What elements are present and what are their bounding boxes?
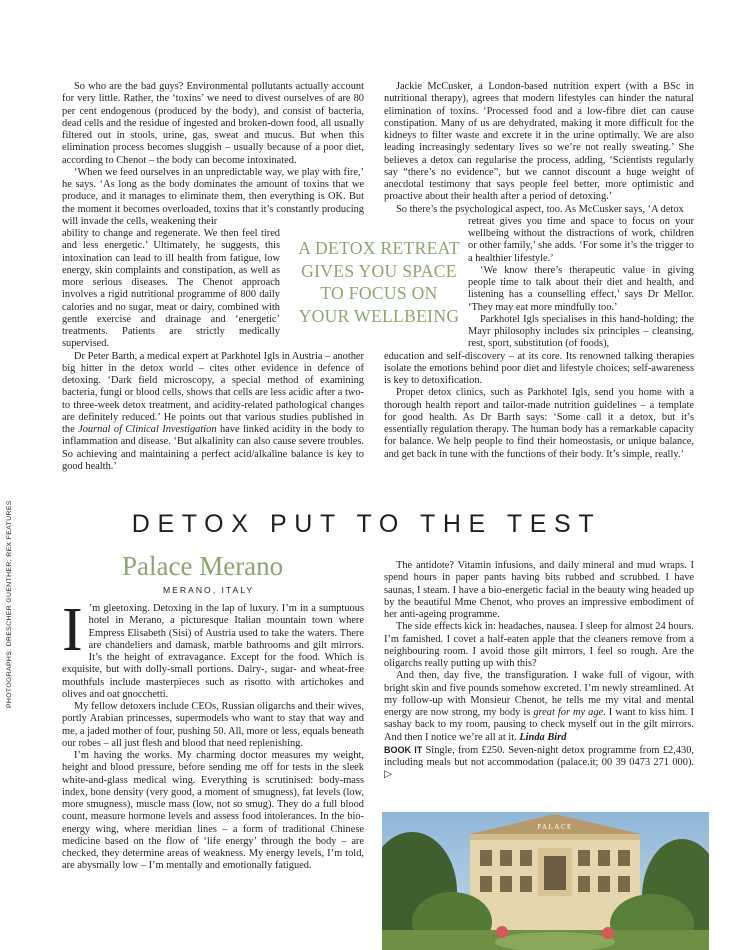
paragraph: The antidote? Vitamin infusions, and daily mineral and mud wraps. I spend hours in paper pants having bits rubbed and scrubbed. I have saunas, I steam. I have a bio-energetic facial in the beauty wing headed up by the beautiful Mme Chenot, who proves an impressive embodiment of her anti-ageing programme. <box>384 560 694 620</box>
paragraph: Dr Peter Barth, a medical expert at Parkhotel Igls in Austria – another big hitter in the detox world – cites other evidence in defence of detoxing. ‘Dark field microscopy, a special method of examining bacteria, fungi or blood cells, shows that cells are less acidic after a two- to three-week detox treatment, and acidity-related pathological changes are definitely reduced.’ He points out that various studies published in the Journal of Clinical Investigation have linked acidity in the body to inflammation and disease. ‘But alkalinity can also cause severe troubles. So achieving and maintaining a perfect acid/alkaline balance is key to good health.’ <box>62 350 365 472</box>
paragraph: ‘When we feed ourselves in an unpredictable way, we play with fire,’ he says. ‘As long as the body dominates the amount of toxins that we produce, and it manages to eliminate them, then everything is OK. But the moment it becomes overloaded, toxins that it’s constantly producing will invade the cells, weakening their <box>62 166 364 227</box>
byline: Linda Bird <box>519 731 567 743</box>
review-column-1 <box>62 596 364 873</box>
emphasis: great for my age <box>533 707 604 718</box>
paragraph: My fellow detoxers include CEOs, Russian oligarchs and their wives, portly Arabian princesses, supermodels who want to stay that way and me, a jaded mother of four, pushing 50. All, more or less, equals beneath our robes – all just flesh and blood that need replenishing. <box>62 701 364 749</box>
journal-title: Journal of Clinical Investigation <box>78 424 217 435</box>
paragraph: retreat gives you time and space to focus on your wellbeing without the distractions of work, children or other family,’ she adds. ‘For some it’s the trigger to a healthier lifestyle.’ <box>468 215 694 264</box>
paragraph: Proper detox clinics, such as Parkhotel Igls, send you home with a thorough health report and tailor-made nutrition guidelines – a template for good health. As Dr Barth says: ‘Some call it a detox, but it’s essentially regulation therapy. The human body has a remarkable capacity for balance. We help people to find their homeostasis, or unique balance, and get back in tune with the functions of their body. It’s simple, really.’ <box>384 387 694 460</box>
paragraph: ‘We know there’s therapeutic value in giving people time to talk about their diet and health, and listening has a counselling effect,’ says Dr Mellor. ‘They may eat more mindfully too.’ <box>468 264 694 313</box>
paragraph: Jackie McCusker, a London-based nutrition expert (with a BSc in nutritional therapy), agrees that modern lifestyles can hinder the natural elimination of toxins. ‘Processed food and a low-fibre diet can cause constipation. Many of us are dehydrated, making it more difficult for the kidneys to filter waste and excrete it in the urine optimally. We are also leading increasingly sedentary lives so we’re not really sweating.’ She believes a detox can regularise the process, adding, ‘Scientists regularly say “there’s no evidence”, but we cannot discount a huge weight of anecdotal testimony that says people feel better, more optimistic and proactive about their health after a period of detoxing.’ <box>384 81 694 203</box>
palace-sign: PALACE <box>537 823 573 831</box>
intro-column-2 <box>384 81 694 461</box>
paragraph: Parkhotel Igls specialises in this hand-holding; the Mayr philosophy includes six principles – cleansing, rest, sport, substitution (of foods), <box>468 313 694 350</box>
drop-cap: I <box>62 596 83 664</box>
paragraph: I’m having the works. My charming doctor measures my weight, height and blood pressure, before sending me off for tests in the sleek white-and-glass medical wing. Everything is scrutinised: body-mass index, bone density (very good, a moment of smugness), fat levels (low, more smugness), muscle mass (low, not so smug). They do a full blood count, measure hormone levels and assess food intolerances. In the bio-energy wing, where meridian lines – a form of traditional Chinese medicine based on the flow of ‘life energy’ through the body – are checked, they determine areas of weakness. My energy levels, I’m told, are abysmally low – I’m mentally and emotionally fatigued. <box>62 750 364 872</box>
section-headline: DETOX PUT TO THE TEST <box>131 510 602 538</box>
hotel-location: MERANO, ITALY <box>163 585 255 595</box>
paragraph: ability to change and regenerate. We then feel tired and less energetic.’ Ultimately, he suggests, this intoxination can lead to ill health from fatigue, low energy, skin complaints and constipation, as well as more serious diseases. The Chenot approach involves a rigid nutritional programme of 800 daily calories and no sugar, meat or dairy, combined with gentle exercise and drainage and ‘energetic’ treatments. Patients are strictly medically supervised. <box>62 228 280 350</box>
hotel-photo <box>382 812 709 950</box>
pull-quote: A DETOX RETREAT GIVES YOU SPACE TO FOCUS ON YOUR WELLBEING <box>298 238 460 326</box>
paragraph: The side effects kick in: headaches, nausea. I sleep for almost 24 hours. I’m famished. I covet a half-eaten apple that the cleaners remove from a neighbouring room. I avoid those gilt mirrors, I feel so rough. Are the oligarchs really putting up with this? <box>384 621 694 669</box>
paragraph: And then, day five, the transfiguration. I wake full of vigour, with bright skin and five pounds somehow excreted. I’m newly streamlined. At my follow-up with Monsieur Chenot, he tells me my vital and mental energy are now strong, my body is great for my age. I want to kiss him. I sashay back to my room, pausing to check myself out in the gilt mirrors. And then I notice we’re all at it. Linda Bird <box>384 670 694 743</box>
hotel-name: Palace Merano <box>122 551 284 581</box>
paragraph: education and self-discovery – at its core. Its renowned talking therapies isolate the emotions behind poor diet and lifestyle choices; self-awareness is key to detoxification. <box>384 350 694 386</box>
paragraph: So there’s the psychological aspect, too. As McCusker says, ‘A detox <box>396 203 684 215</box>
review-column-2 <box>384 560 694 782</box>
book-it-label: BOOK IT <box>384 744 423 755</box>
photo-credit: PHOTOGRAPHS: DRESCHER GUENTHER; REX FEATURES <box>6 500 13 708</box>
book-it-info: BOOK IT Single, from £250. Seven-night detox programme from £2,430, including meals but not accommodation (palace.it; 00 39 0473 271 000). ▷ <box>384 744 694 781</box>
paragraph: So who are the bad guys? Environmental pollutants actually account for very little. Rather, the ‘toxins’ we need to divest ourselves of are 80 per cent endogenous (produced by the body), and consist of bacteria, dead cells and the residue of ingested and broken-down food, all usually filtered out in stools, urine, gas, sweat and mucus. But when this elimination process becomes sluggish – usually because of a poor diet, according to Chenot – the body can become intoxinated. <box>62 81 364 166</box>
paragraph: I ’m gleetoxing. Detoxing in the lap of luxury. I’m in a sumptuous hotel in Merano, a picturesque Italian mountain town where Empress Elisabeth (Sisi) of Austria used to take the waters. There are chandeliers and damask, marble bathrooms and gilt mirrors. It’s the height of extravagance. Except for the food. Which is exquisite, but with dolly-small portions. Dairy-, sugar- and wheat-free mouthfuls include masterpieces such as risotto with artichokes and olives and oat gnocchetti. <box>62 596 364 700</box>
